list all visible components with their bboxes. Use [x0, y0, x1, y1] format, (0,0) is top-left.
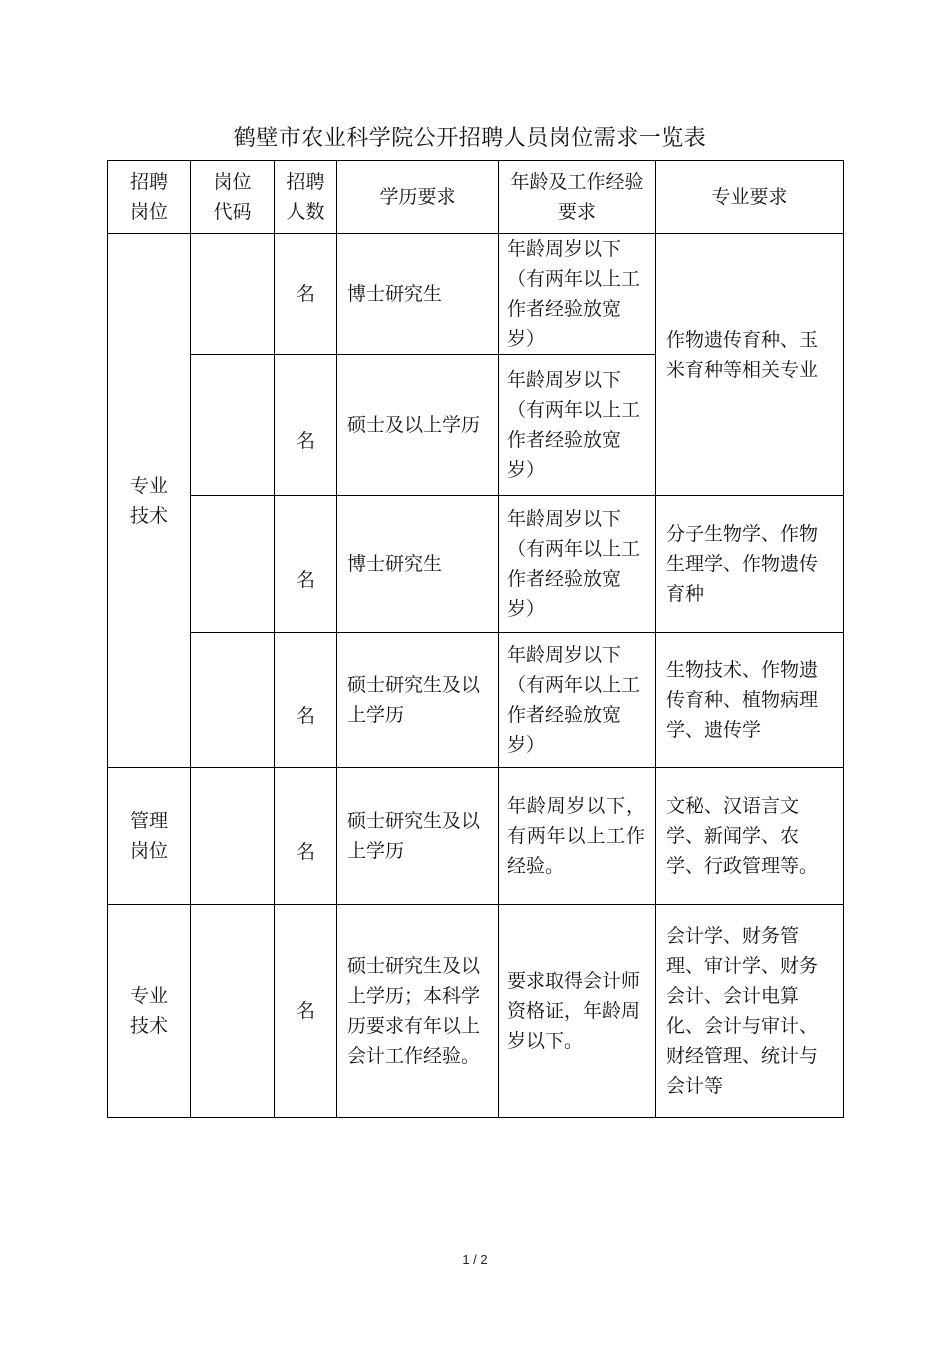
table-row: [108, 905, 844, 1118]
job-table: [107, 160, 844, 1118]
table-row: [108, 496, 844, 633]
count-cell: 名: [275, 234, 337, 355]
header-position: 招聘 岗位: [108, 161, 191, 234]
code-cell: [191, 905, 275, 1118]
table-row: [108, 234, 844, 355]
count-cell: 名: [275, 355, 337, 496]
category-cell: 专业 技术: [108, 905, 191, 1118]
header-code: 岗位 代码: [191, 161, 275, 234]
count-cell: 名: [275, 633, 337, 768]
count-cell: 名: [275, 768, 337, 905]
table-row: [108, 768, 844, 905]
education-cell: 硕士研究生及以上学历: [337, 633, 499, 768]
age-cell: 年龄周岁以下（有两年以上工作者经验放宽岁）: [499, 496, 656, 633]
code-cell: [191, 496, 275, 633]
age-cell: 要求取得会计师资格证，年龄周岁以下。: [499, 905, 656, 1118]
major-cell: 分子生物学、作物生理学、作物遗传育种: [656, 496, 844, 633]
category-cell: 专业 技术: [108, 234, 191, 768]
education-cell: 博士研究生: [337, 234, 499, 355]
major-cell: 会计学、财务管理、审计学、财务会计、会计电算化、会计与审计、财经管理、统计与会计等: [656, 905, 844, 1118]
count-cell: 名: [275, 905, 337, 1118]
major-cell: 作物遗传育种、玉米育种等相关专业: [656, 234, 844, 496]
code-cell: [191, 768, 275, 905]
code-cell: [191, 234, 275, 355]
major-cell: 文秘、汉语言文学、新闻学、农学、行政管理等。: [656, 768, 844, 905]
header-education: 学历要求: [337, 161, 499, 234]
count-cell: 名: [275, 496, 337, 633]
major-cell: 生物技术、作物遗传育种、植物病理学、遗传学: [656, 633, 844, 768]
age-cell: 年龄周岁以下（有两年以上工作者经验放宽岁）: [499, 633, 656, 768]
education-cell: 博士研究生: [337, 496, 499, 633]
page-title: [0, 124, 900, 154]
header-major: 专业要求: [656, 161, 844, 234]
code-cell: [191, 633, 275, 768]
education-cell: 硕士研究生及以上学历；本科学历要求有年以上会计工作经验。: [337, 905, 499, 1118]
age-cell: 年龄周岁以下（有两年以上工作者经验放宽岁）: [499, 355, 656, 496]
header-age: 年龄及工作经验要求: [499, 161, 656, 234]
education-cell: 硕士及以上学历: [337, 355, 499, 496]
category-cell: 管理 岗位: [108, 768, 191, 905]
title-text: 鹤壁市农业科学院公开招聘人员岗位需求一览表: [233, 126, 707, 151]
page-indicator: 1 / 2: [462, 1252, 488, 1267]
table-row: [108, 633, 844, 768]
code-cell: [191, 355, 275, 496]
education-cell: 硕士研究生及以上学历: [337, 768, 499, 905]
header-row: [108, 161, 844, 234]
age-cell: 年龄周岁以下（有两年以上工作者经验放宽岁）: [499, 234, 656, 355]
header-count: 招聘 人数: [275, 161, 337, 234]
age-cell: 年龄周岁以下，有两年以上工作经验。: [499, 768, 656, 905]
